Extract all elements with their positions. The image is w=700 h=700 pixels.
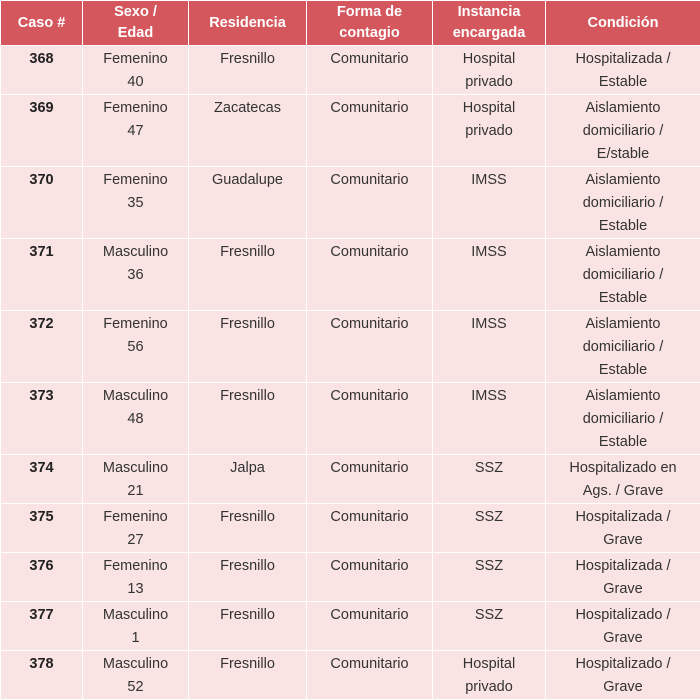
- cell-sexo-edad: [83, 602, 189, 651]
- instancia-line: Hospital: [437, 48, 541, 71]
- condicion-line: domiciliario /: [550, 408, 696, 431]
- contagio-text: Comunitario: [311, 604, 428, 627]
- table-row: [1, 46, 700, 95]
- table-row: [1, 553, 700, 602]
- condicion-line: Hospitalizada /: [550, 48, 696, 71]
- table-row: [1, 383, 700, 455]
- sexo-text: Femenino: [87, 313, 184, 336]
- condicion-line: Aislamiento: [550, 169, 696, 192]
- condicion-line: Aislamiento: [550, 241, 696, 264]
- table-body: [1, 46, 700, 700]
- cell-caso: [1, 46, 83, 95]
- instancia-line: SSZ: [437, 506, 541, 529]
- instancia-line: SSZ: [437, 604, 541, 627]
- condicion-line: Hospitalizado /: [550, 653, 696, 676]
- contagio-text: Comunitario: [311, 313, 428, 336]
- cell-forma-contagio: [307, 167, 433, 239]
- cell-instancia: [433, 239, 546, 311]
- cell-condicion: [546, 46, 700, 95]
- cell-residencia: [189, 504, 307, 553]
- condicion-line: Aislamiento: [550, 97, 696, 120]
- cell-forma-contagio: [307, 311, 433, 383]
- cell-sexo-edad: [83, 167, 189, 239]
- cell-instancia: [433, 167, 546, 239]
- cell-residencia: [189, 455, 307, 504]
- cell-residencia: [189, 311, 307, 383]
- cell-caso: [1, 553, 83, 602]
- table-header: [1, 1, 700, 46]
- condicion-line: Estable: [550, 71, 696, 94]
- cell-caso: [1, 455, 83, 504]
- contagio-text: Comunitario: [311, 506, 428, 529]
- caso-number: 370: [5, 169, 78, 192]
- sexo-text: Masculino: [87, 457, 184, 480]
- cell-sexo-edad: [83, 504, 189, 553]
- residencia-text: Guadalupe: [193, 169, 302, 192]
- instancia-line: SSZ: [437, 555, 541, 578]
- header-condicion: Condición: [546, 1, 700, 46]
- cell-caso: [1, 239, 83, 311]
- table-row: [1, 602, 700, 651]
- cell-condicion: [546, 651, 700, 700]
- condicion-line: Estable: [550, 287, 696, 310]
- condicion-line: domiciliario /: [550, 120, 696, 143]
- edad-text: 27: [87, 529, 184, 552]
- condicion-line: Aislamiento: [550, 313, 696, 336]
- condicion-line: Ags. / Grave: [550, 480, 696, 503]
- instancia-line: IMSS: [437, 385, 541, 408]
- cell-forma-contagio: [307, 602, 433, 651]
- residencia-text: Fresnillo: [193, 385, 302, 408]
- cell-sexo-edad: [83, 383, 189, 455]
- contagio-text: Comunitario: [311, 385, 428, 408]
- residencia-text: Fresnillo: [193, 604, 302, 627]
- caso-number: 369: [5, 97, 78, 120]
- table-row: [1, 651, 700, 700]
- condicion-line: domiciliario /: [550, 192, 696, 215]
- header-caso: Caso #: [1, 1, 83, 46]
- residencia-text: Fresnillo: [193, 506, 302, 529]
- edad-text: 35: [87, 192, 184, 215]
- contagio-text: Comunitario: [311, 97, 428, 120]
- contagio-text: Comunitario: [311, 457, 428, 480]
- cell-residencia: [189, 167, 307, 239]
- cell-residencia: [189, 383, 307, 455]
- residencia-text: Jalpa: [193, 457, 302, 480]
- condicion-line: Estable: [550, 431, 696, 454]
- cell-forma-contagio: [307, 455, 433, 504]
- cell-sexo-edad: [83, 46, 189, 95]
- contagio-text: Comunitario: [311, 555, 428, 578]
- cell-caso: [1, 311, 83, 383]
- condicion-line: Hospitalizada /: [550, 506, 696, 529]
- cell-condicion: [546, 383, 700, 455]
- condicion-line: Estable: [550, 359, 696, 382]
- condicion-line: Grave: [550, 529, 696, 552]
- cell-sexo-edad: [83, 455, 189, 504]
- condicion-line: Grave: [550, 676, 696, 699]
- cell-sexo-edad: [83, 95, 189, 167]
- table-row: [1, 167, 700, 239]
- caso-number: 372: [5, 313, 78, 336]
- cell-instancia: [433, 311, 546, 383]
- cell-condicion: [546, 239, 700, 311]
- sexo-text: Femenino: [87, 169, 184, 192]
- header-instancia: Instancia encargada: [433, 1, 546, 46]
- cell-residencia: [189, 553, 307, 602]
- cell-residencia: [189, 602, 307, 651]
- contagio-text: Comunitario: [311, 48, 428, 71]
- cell-forma-contagio: [307, 95, 433, 167]
- edad-text: 48: [87, 408, 184, 431]
- condicion-line: Hospitalizado en: [550, 457, 696, 480]
- condicion-line: domiciliario /: [550, 264, 696, 287]
- cell-instancia: [433, 383, 546, 455]
- header-forma-contagio: Forma de contagio: [307, 1, 433, 46]
- table-row: [1, 311, 700, 383]
- edad-text: 21: [87, 480, 184, 503]
- residencia-text: Fresnillo: [193, 241, 302, 264]
- caso-number: 371: [5, 241, 78, 264]
- caso-number: 376: [5, 555, 78, 578]
- instancia-line: IMSS: [437, 313, 541, 336]
- cell-forma-contagio: [307, 504, 433, 553]
- instancia-line: Hospital: [437, 653, 541, 676]
- instancia-line: privado: [437, 676, 541, 699]
- cell-sexo-edad: [83, 651, 189, 700]
- cell-condicion: [546, 602, 700, 651]
- header-row: [1, 1, 700, 46]
- header-sexo-edad: Sexo / Edad: [83, 1, 189, 46]
- residencia-text: Fresnillo: [193, 555, 302, 578]
- edad-text: 36: [87, 264, 184, 287]
- instancia-line: IMSS: [437, 169, 541, 192]
- cell-caso: [1, 167, 83, 239]
- cell-caso: [1, 383, 83, 455]
- caso-number: 377: [5, 604, 78, 627]
- cell-sexo-edad: [83, 553, 189, 602]
- instancia-line: Hospital: [437, 97, 541, 120]
- sexo-text: Masculino: [87, 653, 184, 676]
- cell-instancia: [433, 553, 546, 602]
- cell-caso: [1, 504, 83, 553]
- cell-forma-contagio: [307, 383, 433, 455]
- residencia-text: Fresnillo: [193, 653, 302, 676]
- table-row: [1, 504, 700, 553]
- edad-text: 13: [87, 578, 184, 601]
- cell-residencia: [189, 239, 307, 311]
- condicion-line: Estable: [550, 215, 696, 238]
- instancia-line: IMSS: [437, 241, 541, 264]
- cell-sexo-edad: [83, 311, 189, 383]
- table-row: [1, 239, 700, 311]
- condicion-line: Grave: [550, 627, 696, 650]
- caso-number: 373: [5, 385, 78, 408]
- cell-sexo-edad: [83, 239, 189, 311]
- sexo-text: Femenino: [87, 97, 184, 120]
- instancia-line: privado: [437, 71, 541, 94]
- cell-instancia: [433, 651, 546, 700]
- instancia-line: SSZ: [437, 457, 541, 480]
- sexo-text: Masculino: [87, 604, 184, 627]
- cell-residencia: [189, 95, 307, 167]
- contagio-text: Comunitario: [311, 653, 428, 676]
- table-row: [1, 455, 700, 504]
- residencia-text: Fresnillo: [193, 48, 302, 71]
- contagio-text: Comunitario: [311, 241, 428, 264]
- cell-instancia: [433, 504, 546, 553]
- cell-caso: [1, 95, 83, 167]
- caso-number: 375: [5, 506, 78, 529]
- caso-number: 368: [5, 48, 78, 71]
- residencia-text: Zacatecas: [193, 97, 302, 120]
- sexo-text: Femenino: [87, 555, 184, 578]
- cell-forma-contagio: [307, 239, 433, 311]
- sexo-text: Masculino: [87, 385, 184, 408]
- sexo-text: Femenino: [87, 506, 184, 529]
- condicion-line: Grave: [550, 578, 696, 601]
- caso-number: 374: [5, 457, 78, 480]
- cell-residencia: [189, 46, 307, 95]
- edad-text: 56: [87, 336, 184, 359]
- cell-forma-contagio: [307, 651, 433, 700]
- edad-text: 1: [87, 627, 184, 650]
- condicion-line: Hospitalizado /: [550, 604, 696, 627]
- cell-instancia: [433, 95, 546, 167]
- caso-number: 378: [5, 653, 78, 676]
- cell-forma-contagio: [307, 553, 433, 602]
- cell-instancia: [433, 455, 546, 504]
- condicion-line: Aislamiento: [550, 385, 696, 408]
- condicion-line: domiciliario /: [550, 336, 696, 359]
- cell-instancia: [433, 602, 546, 651]
- sexo-text: Masculino: [87, 241, 184, 264]
- cell-instancia: [433, 46, 546, 95]
- cell-condicion: [546, 167, 700, 239]
- instancia-line: privado: [437, 120, 541, 143]
- cell-caso: [1, 651, 83, 700]
- cell-caso: [1, 602, 83, 651]
- contagio-text: Comunitario: [311, 169, 428, 192]
- edad-text: 40: [87, 71, 184, 94]
- cell-condicion: [546, 455, 700, 504]
- cell-condicion: [546, 95, 700, 167]
- table-row: [1, 95, 700, 167]
- cell-condicion: [546, 504, 700, 553]
- edad-text: 47: [87, 120, 184, 143]
- condicion-line: E/stable: [550, 143, 696, 166]
- condicion-line: Hospitalizada /: [550, 555, 696, 578]
- cell-residencia: [189, 651, 307, 700]
- edad-text: 52: [87, 676, 184, 699]
- cell-forma-contagio: [307, 46, 433, 95]
- header-residencia: Residencia: [189, 1, 307, 46]
- cell-condicion: [546, 553, 700, 602]
- cell-condicion: [546, 311, 700, 383]
- sexo-text: Femenino: [87, 48, 184, 71]
- residencia-text: Fresnillo: [193, 313, 302, 336]
